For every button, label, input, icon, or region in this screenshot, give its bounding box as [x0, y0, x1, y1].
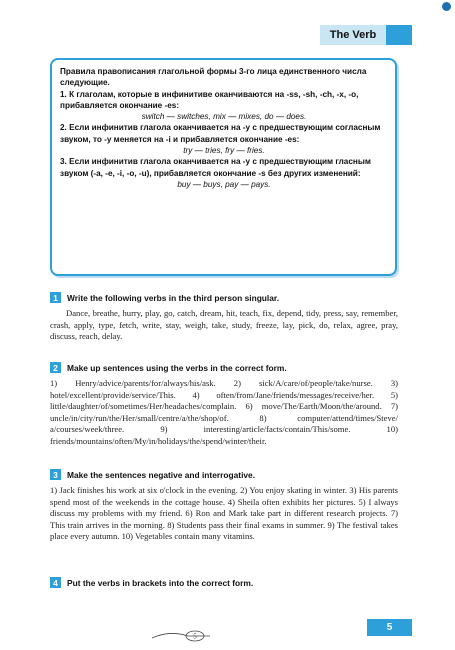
- task-body: 1) Henry/advice/parents/for/always/his/ask. 2) sick/A/care/of/people/take/nurse. 3) hotel/excellent/provide/service/This. 4) often/from/Jane/friends/messages/receive/her. 5) little/daughter/of/sometimes/Her/headaches/complain. 6) move/The/Earth/Moon/the/around. 7) uncle/in/city/run/the/Her/small/centre/a/the/shop/of. 8) computer/attend/times/Steve/ a/courses/week/three. 9) interesting/article/facts/contain/This/some. 10) friends/mountains/often/My/in/holidays/the/spend/winter/their.: [50, 378, 398, 446]
- task-number: 4: [50, 577, 61, 588]
- rule-title: Правила правописания глагольной формы 3-го лица единственного числа следующие.: [60, 67, 367, 88]
- rule-2: 2. Если инфинитив глагола оканчивается на -y с предшествующим согласным звуком, то -y меняется на -i и прибавляется окончание -es:: [60, 123, 381, 144]
- rule-1-example: switch — switches, mix — mixes, do — does.: [141, 112, 307, 122]
- header-accent-bar: [386, 25, 412, 45]
- rule-3-example: buy — buys, pay — pays.: [177, 179, 271, 189]
- rule-1: 1. К глаголам, которые в инфинитиве оканчиваются на -ss, -sh, -ch, -x, -o, прибавляется окончание -es:: [60, 89, 359, 110]
- page-title: The Verb: [320, 25, 386, 45]
- task-number: 3: [50, 469, 61, 480]
- footer-page-number: 5: [193, 632, 197, 641]
- task-body: 1) Jack finishes his work at six o'clock in the evening. 2) You enjoy skating in winter. 3) His parents spend most of the weekends in the cottage house. 4) Sheila often exhibits her pictures. 5) I always discuss my problems with my friend. 6) Ron and Mark take part in different research projects. 7) This train arrives in the morning. 8) Students pass their final exams in summer. 9) The festival takes place every autumn. 10) Vegetables contain many vitamins.: [50, 485, 398, 542]
- task-title: Write the following verbs in the third person singular.: [67, 292, 280, 303]
- task-title: Make up sentences using the verbs in the correct form.: [67, 362, 287, 373]
- task-number: 1: [50, 292, 61, 303]
- logo-icon: [442, 2, 451, 11]
- task-number: 2: [50, 362, 61, 373]
- rule-2-example: try — tries, fry — fries.: [183, 146, 265, 156]
- page-number: 5: [367, 619, 412, 636]
- rule-3: 3. Если инфинитив глагола оканчивается на -y с предшествующим гласным звуком (-a, -e, -i, -o, -u), прибавляется окончание -s без других изменений:: [60, 157, 371, 178]
- task-2: [50, 362, 398, 448]
- task-4: [50, 577, 398, 588]
- task-body: Dance, breathe, hurry, play, go, catch, dream, hit, teach, fix, depend, tidy, press, say, remember, crash, apply, type, fetch, write, stay, weigh, take, study, freeze, lay, pick, do, relax, agree, pray, discuss, reach, delay.: [50, 308, 398, 342]
- task-1: [50, 292, 398, 343]
- footer-ornament: [150, 626, 250, 642]
- task-title: Make the sentences negative and interrogative.: [67, 469, 256, 480]
- rule-box: [50, 58, 397, 276]
- task-3: [50, 469, 398, 543]
- publisher-logo: [442, 2, 451, 11]
- task-title: Put the verbs in brackets into the correct form.: [67, 577, 254, 588]
